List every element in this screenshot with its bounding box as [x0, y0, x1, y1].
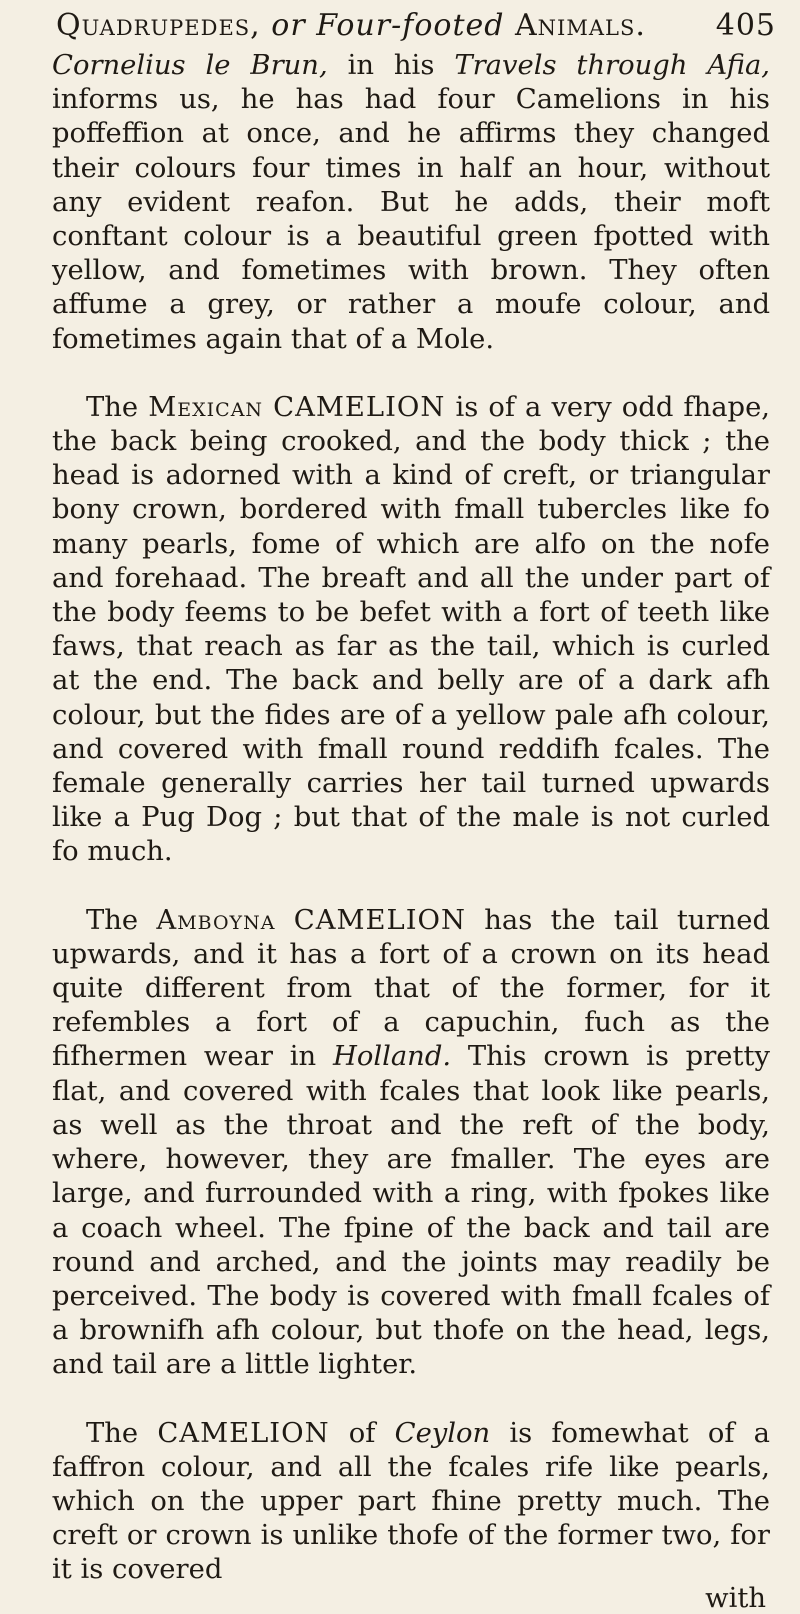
page-number: 405: [715, 8, 776, 43]
text-run: in his: [327, 50, 455, 81]
paragraph-mexican-camelion: [52, 391, 770, 870]
text-run: is fomewhat of a faffron colour, and all the fcales rife like pearls, which on the upper part fhine pretty much. The creft or crown is unlike thofe of the former two, for it is covered: [52, 1417, 771, 1586]
ceylon-label: Ceylon: [394, 1417, 491, 1449]
text-run: informs us, he has had four Camelions in his poffeffion at once, and he affirms they changed their colours four times in half an hour, without any evident reafon. But he adds, their moft conftant colour is a beautiful green fpotted with yellow, and fometimes with brown. They often affume a grey, or rather a moufe colour, and fometimes again that of a Mole.: [52, 84, 770, 355]
running-title: [56, 8, 646, 43]
camelion-heading: CAMELION: [273, 391, 446, 423]
text-run: is of a very odd fhape, the back being crooked, and the body thick ; the head is adorned with a kind of creft, or triangular bony crown, bordered with fmall tubercles like fo many pearls, fome of which are alfo on the nofe and forehaad. The breaft and all the under part of the body feems to be befet with a fort of teeth like faws, that reach as far as the tail, which is curled at the end. The back and belly are of a dark afh colour, but the fides are of a yellow pale afh colour, and covered with fmall round reddifh fcales. The female generally carries her tail turned upwards like a Pug Dog ; but that of the male is not curled fo much.: [52, 391, 770, 868]
running-header: [52, 8, 776, 43]
text-run: [275, 905, 293, 936]
camelion-heading: CAMELION: [157, 1417, 330, 1449]
text-run: The: [86, 391, 149, 423]
title-animals: Animals.: [504, 8, 646, 43]
holland-label: Holland.: [332, 1041, 452, 1073]
text-run: The: [86, 1417, 158, 1449]
paragraph-ceylon-camelion: [52, 1417, 770, 1588]
title-subtitle: or Four-footed: [260, 8, 505, 43]
text-run: This crown is pretty flat, and covered with fcales that look like pearls, as well as the throat and the reft of the body, where, however, they are fmaller. The eyes are large, and furrounded with a ring, with fpokes like a coach wheel. The fpine of the back and tail are round and arched, and the joints may readily be perceived. The body is covered with fmall fcales of a brownifh afh colour, but thofe on the head, legs, and tail are a little lighter.: [52, 1041, 770, 1381]
title-quadrupedes: Quadrupedes,: [56, 8, 261, 43]
mexican-label: Mexican: [148, 391, 264, 423]
catchword: with: [705, 1582, 766, 1614]
paragraph-le-brun: [52, 49, 770, 357]
paragraph-amboyna-camelion: [52, 904, 770, 1383]
text-run: has the tail turned upwards, and it has a fort of a crown on its head quite different from that of the former, for it refembles a fort of a capuchin, fuch as the fifhermen wear in: [52, 904, 770, 1073]
camelion-heading: CAMELION: [293, 904, 466, 936]
book-title: Travels through Afia,: [454, 50, 771, 81]
author-name: Cornelius le Brun,: [52, 50, 328, 81]
text-run: [263, 392, 273, 423]
text-run: of: [329, 1417, 395, 1449]
text-run: The: [86, 904, 157, 936]
amboyna-label: Amboyna: [156, 904, 276, 936]
